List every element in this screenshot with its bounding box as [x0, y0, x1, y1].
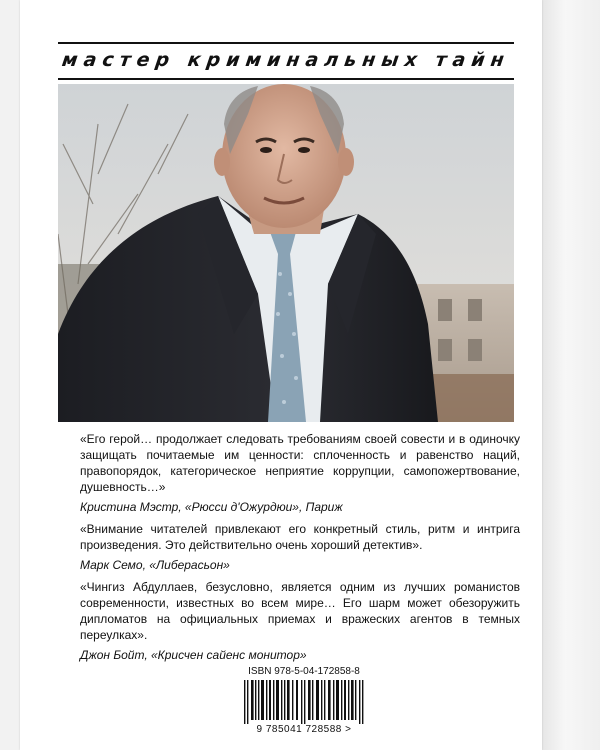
review-quotes: [80, 431, 520, 669]
barcode-digits: 9 785041 728588 >: [256, 724, 352, 735]
quote-author: Джон Бойт, «Крисчен сайенс монитор»: [80, 648, 307, 662]
quote-text: «Внимание читателей привлекают его конкретный стиль, ритм и интрига произведения. Это действительно очень хороший детектив».: [80, 522, 520, 552]
isbn-label: ISBN 978-5-04-172858-8: [248, 666, 360, 677]
series-rule-top: [58, 42, 514, 44]
quote-text: «Чингиз Абдуллаев, безусловно, является одним из лучших романистов современности, известных во всем мире… Его шарм может обезоружить дипломатов на официальных приемах и вражеских агентов в темных переулках».: [80, 580, 520, 642]
quote-text: «Его герой… продолжает следовать требованиям своей совести и в одиночку защищать почитаемые им ценности: сплоченность и равенство наций, правопорядок, категорическое неприятие коррупции, самопожертвование, душевность…»: [80, 432, 520, 494]
series-rule-bottom: [58, 78, 514, 80]
book-spine-edge: [542, 0, 600, 750]
author-photo: [58, 84, 514, 422]
quote-author: Марк Семо, «Либерасьон»: [80, 558, 230, 572]
barcode-bars: [242, 680, 366, 724]
barcode: [236, 666, 372, 740]
series-title: мастер криминальных тайн: [60, 49, 512, 71]
quote-author: Кристина Мэстр, «Рюсси д'Ожурдюи», Париж: [80, 500, 343, 514]
